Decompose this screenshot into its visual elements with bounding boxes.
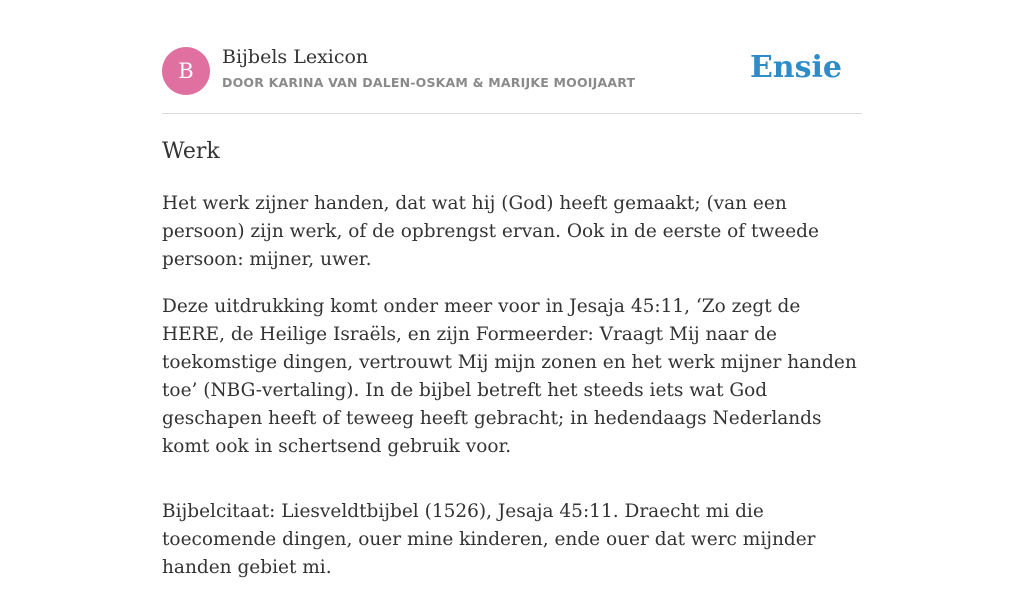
citation-paragraph: Bijbelcitaat: Liesveldtbijbel (1526), Jesaja 45:11. Draecht mi die toecomende dingen, ouer mine kinderen, ende ouer dat werc mijnder handen gebiet mi. [162,501,816,578]
usage-paragraph: Deze uitdrukking komt onder meer voor in Jesaja 45:11, ‘Zo zegt de HERE, de Heilige Israëls, en zijn Formeerder: Vraagt Mij naar de toekomstige dingen, vertrouwt Mij mijn zonen en het werk mijner handen toe’ (NBG-vertaling). In de bijbel betreft het steeds iets wat God geschapen heeft of teweeg heeft gebracht; in hedendaags Nederlands komt ook in schertsend gebruik voor. [162,296,857,457]
source-header [162,0,862,114]
source-avatar: B [162,47,210,95]
ensie-logo[interactable]: Ensie [749,50,842,85]
source-title[interactable]: Bijbels Lexicon [222,46,369,68]
entry-card [162,0,862,578]
entry-body [162,190,862,601]
definition-paragraph: Het werk zijner handen, dat wat hij (God) heeft gemaakt; (van een persoon) zijn werk, of de opbrengst ervan. Ook in de eerste of tweede persoon: mijner, uwer. [162,193,819,270]
source-authors: DOOR KARINA VAN DALEN-OSKAM & MARIJKE MOOIJAART [222,75,636,90]
headword: Werk [162,139,220,164]
